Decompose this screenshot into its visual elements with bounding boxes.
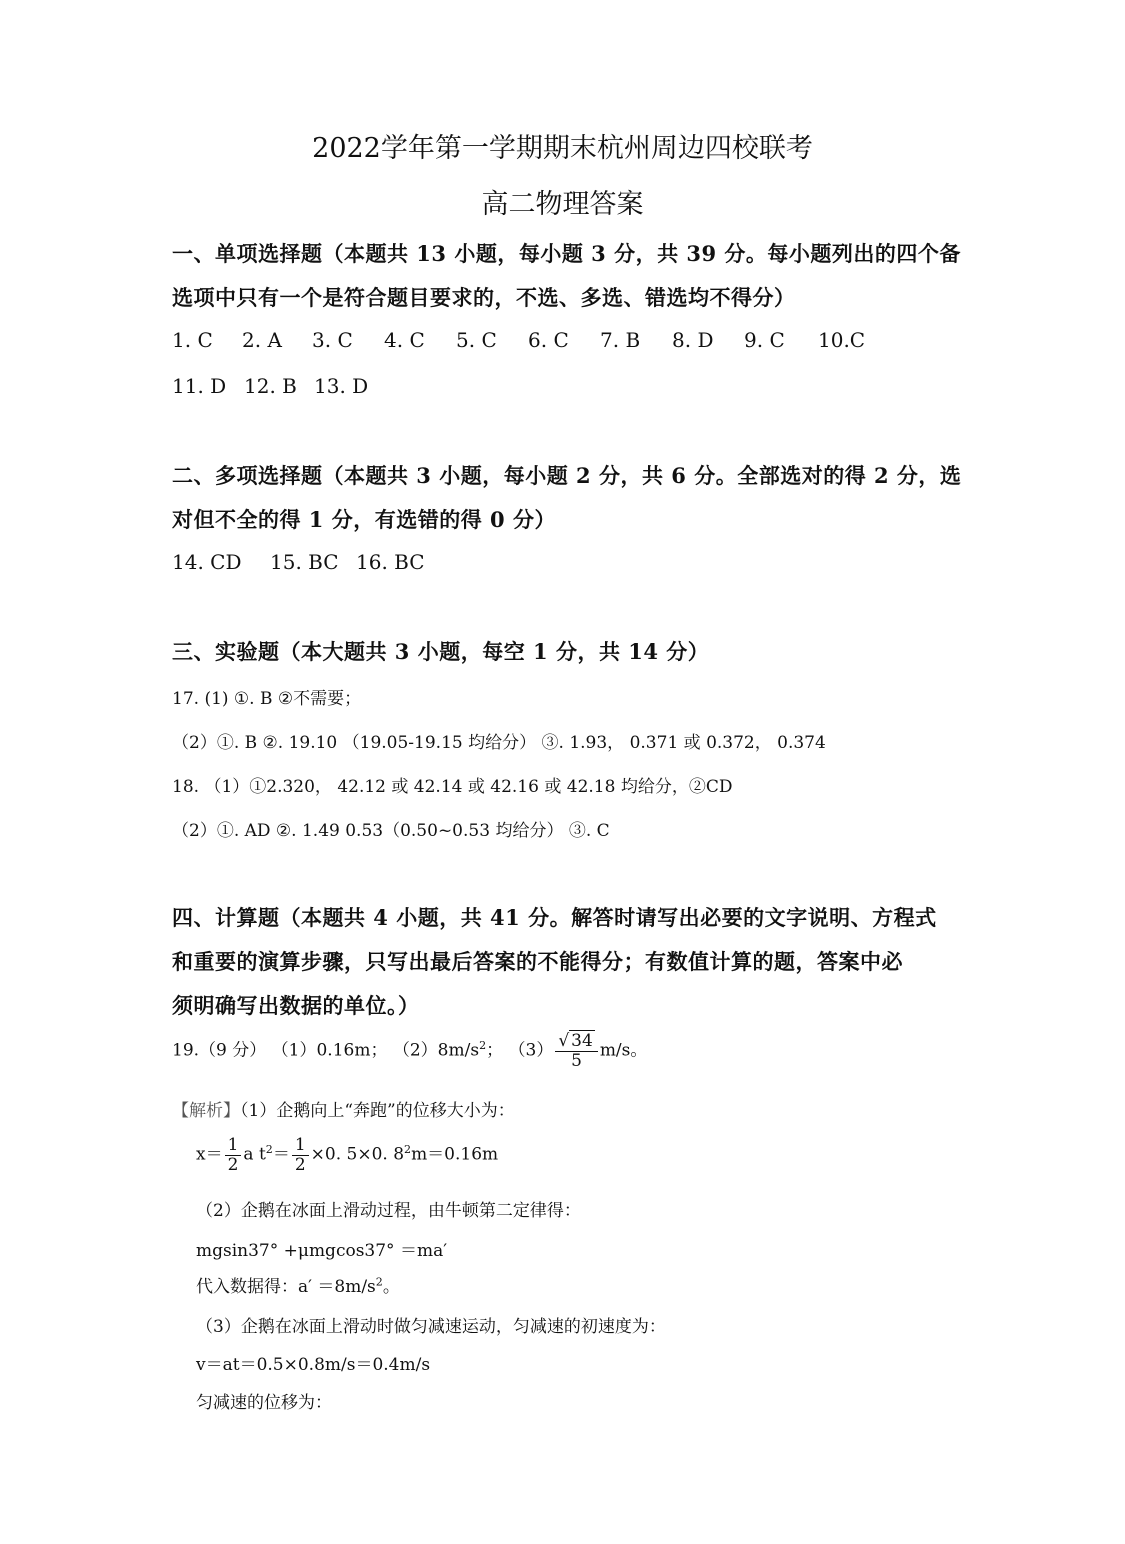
fraction-half-1: $\frac{1}{2}$ xyxy=(225,1136,242,1174)
equation-velocity: v＝at＝0.5×0.8m/s＝0.4m/s xyxy=(196,1355,431,1375)
q19-answer-line xyxy=(172,1032,647,1070)
analysis-tag: 【解析】 xyxy=(172,1101,240,1121)
analysis-p3: （3）企鹅在冰面上滑动时做匀减速运动，匀减速的初速度为： xyxy=(196,1317,666,1337)
section4-heading-line3: 须明确写出数据的单位。） xyxy=(172,993,420,1018)
section4-heading-line2: 和重要的演算步骤，只写出最后答案的不能得分；有数值计算的题，答案中必 xyxy=(172,949,903,974)
answer-3: 3. C xyxy=(312,328,353,352)
q19-fraction xyxy=(555,1032,597,1070)
answer-2: 2. A xyxy=(242,328,282,352)
answer-15: 15. BC xyxy=(270,550,339,574)
q19-exponent: 2 xyxy=(479,1039,487,1053)
q19-mid: ； （3） xyxy=(486,1040,554,1061)
answer-9: 9. C xyxy=(744,328,785,352)
q19-denominator: 5 xyxy=(571,1050,582,1071)
q17-part1: 17. (1) ①. B ②不需要； xyxy=(172,689,362,709)
q18-part2: （2）①. AD ②. 1.49 0.53（0.50~0.53 均给分） ③. C xyxy=(172,821,610,841)
answer-4: 4. C xyxy=(384,328,425,352)
answer-6: 6. C xyxy=(528,328,569,352)
answer-14: 14. CD xyxy=(172,550,242,574)
equation-acceleration: 代入数据得：$a' =8m/s^2$。 xyxy=(196,1275,400,1297)
answer-13: 13. D xyxy=(314,374,369,398)
document-title: 2022学年第一学期期末杭州周边四校联考 xyxy=(312,133,813,164)
q19-radicand: 34 xyxy=(571,1031,593,1051)
answer-11: 11. D xyxy=(172,374,227,398)
q18-part1: 18. （1）①2.320， 42.12 或 42.14 或 42.16 或 42.18 均给分，②CD xyxy=(172,777,733,797)
section1-heading-line2: 选项中只有一个是符合题目要求的，不选、多选、错选均不得分） xyxy=(172,285,796,310)
analysis-p1: （1）企鹅向上“奔跑”的位移大小为： xyxy=(240,1101,515,1121)
answer-8: 8. D xyxy=(672,328,714,352)
section1-heading-line1: 一、单项选择题（本题共 13 小题，每小题 3 分，共 39 分。每小题列出的四个备 xyxy=(172,241,961,266)
fraction-half-2: $\frac{1}{2}$ xyxy=(292,1136,309,1174)
section4-heading-line1: 四、计算题（本题共 4 小题，共 41 分。解答时请写出必要的文字说明、方程式 xyxy=(172,905,937,930)
answer-5: 5. C xyxy=(456,328,497,352)
sqrt-icon: √ 34 xyxy=(558,1031,593,1051)
answer-16: 16. BC xyxy=(356,550,425,574)
answer-1: 1. C xyxy=(172,328,213,352)
analysis-intro xyxy=(172,1096,515,1121)
answer-10: 10.C xyxy=(818,328,866,352)
document-subtitle: 高二物理答案 xyxy=(481,189,644,220)
equation-newton: mgsin37° +μmgcos37° ＝ma′ xyxy=(196,1241,448,1261)
q19-suffix: m/s。 xyxy=(599,1040,648,1061)
answer-7: 7. B xyxy=(600,328,641,352)
analysis-p4: 匀减速的位移为： xyxy=(196,1393,332,1413)
analysis-p2: （2）企鹅在冰面上滑动过程，由牛顿第二定律得： xyxy=(196,1201,581,1221)
answer-12: 12. B xyxy=(244,374,297,398)
q19-prefix: 19.（9 分） （1）0.16m； （2）8m/s xyxy=(172,1040,480,1061)
section3-heading: 三、实验题（本大题共 3 小题，每空 1 分，共 14 分） xyxy=(172,639,710,664)
section2-heading-line2: 对但不全的得 1 分，有选错的得 0 分） xyxy=(172,507,556,532)
q17-part2: （2）①. B ②. 19.10 （19.05-19.15 均给分） ③. 1.93， 0.371 或 0.372， 0.374 xyxy=(172,733,826,753)
section2-heading-line1: 二、多项选择题（本题共 3 小题，每小题 2 分，共 6 分。全部选对的得 2 分，选 xyxy=(172,463,962,488)
equation-displacement: x＝ $\frac{1}{2}$ a $t^2=$ $\frac{1}{2}$ ×0. 5×0. $8^2m=0.16m$ xyxy=(196,1135,499,1175)
